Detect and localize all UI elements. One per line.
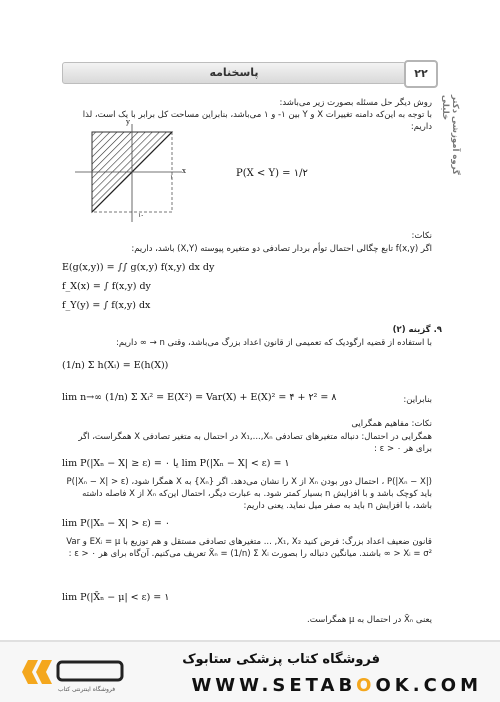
question-text: با استفاده از قضیه ارگودیک که تعمیمی از قانون اعداد بزرگ می‌باشد، وقتی n → ∞ داریم: xyxy=(115,338,432,348)
formula-marginal-y: f_Y(y) = ∫ f(x,y) dx xyxy=(62,300,151,311)
formula-expectation: E(g(x,y)) = ∫∫ g(x,y) f(x,y) dx dy xyxy=(62,262,215,273)
store-name: فروشگاه کتاب پزشکی ستابوک xyxy=(182,652,380,667)
graph-tick-pos: ۱ xyxy=(170,174,174,181)
graph-tick-neg: ۱- xyxy=(138,212,144,219)
formula-marginal-x: f_X(x) = ∫ f(x,y) dy xyxy=(62,281,151,292)
note1-text: اگر f(x,y) تابع چگالی احتمال توأم بردار تصادفی دو متغیره پیوسته (X,Y) باشد، داریم: xyxy=(131,244,432,254)
header-title: پاسخنامه xyxy=(209,66,259,79)
intro-line-2: با توجه به این‌که دامنه تغییرات X و Y بین ۱- و ۱ می‌باشد، بنابراین مساحت کل برابر با یک است، لذا داریم: xyxy=(82,110,432,132)
graph-y-label: y xyxy=(126,118,130,126)
therefore-label: بنابراین: xyxy=(403,395,432,405)
note2-para-1: همگرایی در احتمال: دنباله متغیرهای تصادفی X₁,...,Xₙ در احتمال به متغیر تصادفی X همگراست، اگر برای هر ε > ۰ : xyxy=(78,432,432,454)
convergence-equation-2: lim P(|Xₙ − X| > ε) = ۰ xyxy=(62,518,170,529)
weak-law-equation: lim P(|X̄ₙ − μ| < ε) = ۱ xyxy=(62,592,170,603)
website-url[interactable] xyxy=(191,675,482,696)
ergodic-equation: (1/n) Σ h(Xᵢ) = E(h(X)) xyxy=(62,360,169,371)
note2-title: نکات: مفاهیم همگرایی xyxy=(351,419,432,429)
limit-equation: lim n→∞ (1/n) Σ Xᵢ² = E(X²) = Var(X) + E(X)² = ۴ + ۲² = ۸ xyxy=(62,392,337,403)
prob-equation: P(X < Y) = ۱/۲ xyxy=(236,168,308,179)
region-graph xyxy=(70,122,185,227)
note1-title: نکات: xyxy=(411,231,432,241)
graph-x-label: x xyxy=(182,167,186,175)
url-part-2: OK.COM xyxy=(375,675,482,696)
header-band xyxy=(62,62,406,84)
convergence-equation-1: lim P(|Xₙ − X| ≥ ε) = ۰ یا lim P(|Xₙ − X| < ε) = ۱ xyxy=(62,458,290,469)
note2-para-4: یعنی X̄ₙ در احتمال به μ همگراست. xyxy=(307,615,432,625)
note2-para-2: P(|Xₙ − X|) ، احتمال دور بودن Xₙ از X را نشان می‌دهد. اگر {Xₙ} به X همگرا شود، P(|Xₙ − X| > ε) باید کوچک باشد و با افزایش n بسیار کمتر شود. به عبارت دیگر، احتمال این‌که Xₙ از X فاصله داشته باشد، با افزایش n باید به صفر میل نماید. یعنی داریم: xyxy=(66,477,432,511)
url-part-1: WWW.SETAB xyxy=(191,675,357,696)
logo-subtitle: فروشگاه اینترنتی کتاب xyxy=(58,686,116,693)
footer-banner xyxy=(0,640,500,702)
page-number: ۲۲ xyxy=(404,60,438,88)
question-number: ۹. xyxy=(433,325,442,335)
sidebar-label: گروه آموزشی دکتر خلیلی xyxy=(440,95,460,175)
intro-line-1: روش دیگر حل مسئله بصورت زیر می‌باشد: xyxy=(279,98,432,108)
url-part-o: O xyxy=(356,675,376,696)
note2-para-3: قانون ضعیف اعداد بزرگ: فرض کنید X₁, X₂, ... متغیرهای تصادفی مستقل و هم توزیع با EXᵢ = μ و Var Xᵢ = σ² < ∞ باشند. میانگین دنباله را بصورت X̄ₙ = (1/n) Σ Xᵢ تعریف می‌کنیم. آن‌گاه برای هر ε > ۰ : xyxy=(66,537,432,559)
question-answer: گزینه (۲) xyxy=(392,325,431,335)
